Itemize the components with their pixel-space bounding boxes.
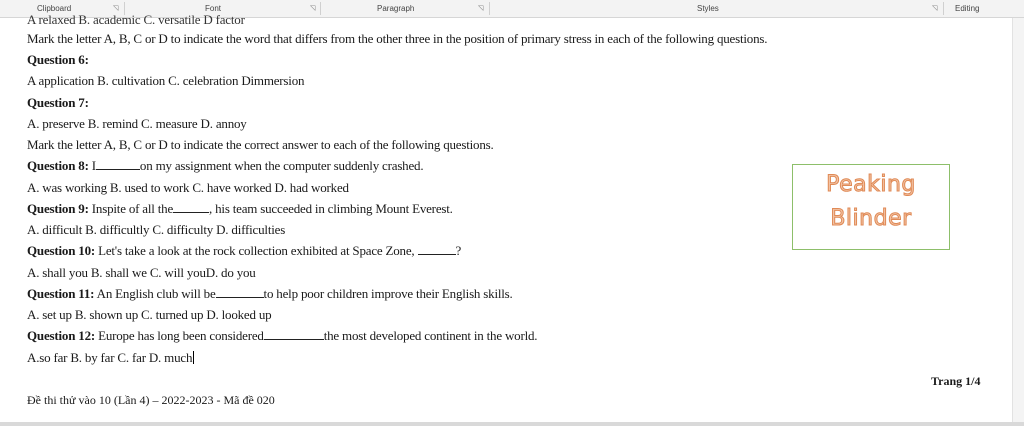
instruction-correct-answer: Mark the letter A, B, C or D to indicate the correct answer to each of the following questions. [27,137,494,152]
watermark-box [792,164,950,250]
ribbon-group-styles: Styles [697,4,719,13]
cut-off-line: A relaxed B. academic C. versatile D factor [27,12,245,27]
question-10: Question 10: Let's take a look at the rock collection exhibited at Space Zone, ? [27,243,462,258]
watermark-line-1: Peaking [826,172,916,197]
answer-blank [418,243,456,255]
styles-launcher-icon[interactable]: ◹ [932,5,938,12]
question-9-options: A. difficult B. difficultly C. difficulty D. difficulties [27,222,286,237]
status-bar [0,422,1024,426]
question-11-options: A. set up B. shown up C. turned up D. looked up [27,307,272,322]
text-cursor [193,351,194,364]
question-11: Question 11: An English club will be to help poor children improve their English skills. [27,286,513,301]
question-6-options: A application B. cultivation C. celebration Dimmersion [27,73,305,88]
answer-blank [216,286,264,298]
font-launcher-icon[interactable]: ◹ [310,5,316,12]
instruction-stress: Mark the letter A, B, C or D to indicate the word that differs from the other three in the position of primary stress in each of the following questions. [27,31,768,46]
answer-blank [173,201,209,213]
ribbon-separator [943,2,944,15]
question-10-options: A. shall you B. shall we C. will youD. do you [27,265,256,280]
ribbon-group-editing: Editing [955,4,980,13]
answer-blank [264,328,324,340]
ribbon-group-font: Font [205,4,222,13]
document-page[interactable] [0,12,1012,422]
question-6-label: Question 6: [27,52,89,67]
clipboard-launcher-icon[interactable]: ◹ [113,5,119,12]
ribbon-separator [320,2,321,15]
ribbon-group-clipboard: Clipboard [37,4,72,13]
page-number: Trang 1/4 [931,374,981,388]
ribbon-separator [489,2,490,15]
question-7-label: Question 7: [27,95,89,110]
question-12: Question 12: Europe has long been considered the most developed continent in the world. [27,328,538,343]
vertical-scrollbar[interactable] [1012,18,1024,422]
question-9: Question 9: Inspite of all the , his team succeeded in climbing Mount Everest. [27,201,453,216]
answer-blank [96,158,140,170]
question-7-options: A. preserve B. remind C. measure D. annoy [27,116,247,131]
question-8-options: A. was working B. used to work C. have worked D. had worked [27,180,349,195]
ribbon-group-paragraph: Paragraph [377,4,415,13]
paragraph-launcher-icon[interactable]: ◹ [478,5,484,12]
question-12-options[interactable]: A.so far B. by far C. far D. much [27,350,193,365]
exam-footer: Đề thi thử vào 10 (Lần 4) – 2022-2023 - Mã đề 020 [27,393,275,407]
watermark-line-2: Blinder [830,206,912,231]
question-8: Question 8: I on my assignment when the computer suddenly crashed. [27,158,424,173]
